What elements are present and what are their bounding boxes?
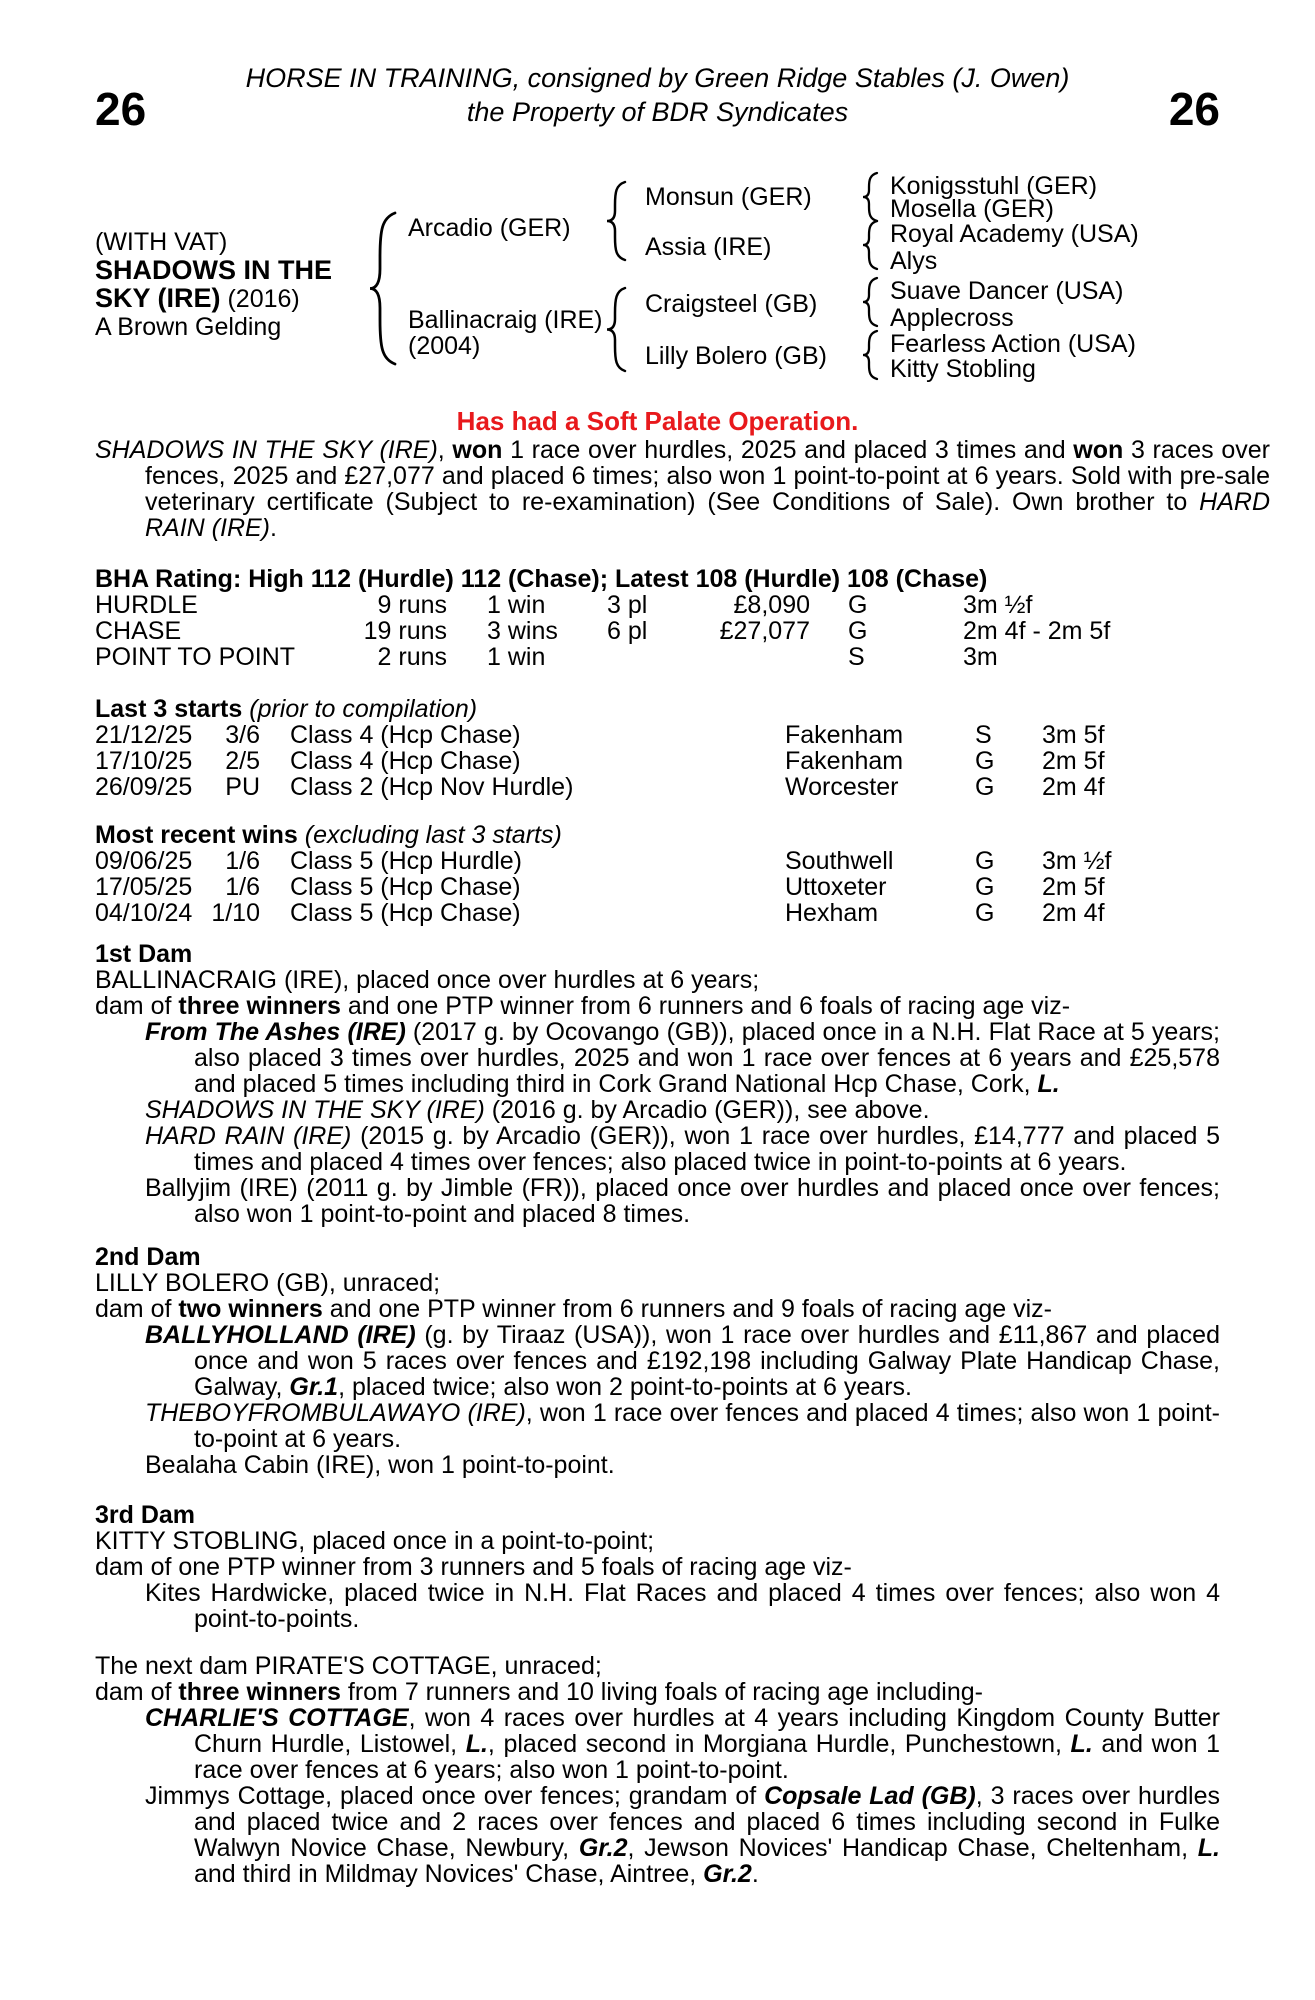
recent-wins-header bbox=[95, 822, 1220, 848]
bha-rating-header: BHA Rating: High 112 (Hurdle) 112 (Chase); Latest 108 (Hurdle) 108 (Chase) bbox=[95, 565, 988, 593]
great-grandparent-5: Suave Dancer (USA) bbox=[890, 277, 1124, 305]
first-dam-produce-summary bbox=[95, 993, 1220, 1019]
summary-text: from 7 runners and 10 living foals of racing age including- bbox=[340, 1678, 983, 1706]
great-grandparent-6: Applecross bbox=[890, 304, 1014, 332]
race-date: 21/12/25 bbox=[95, 721, 193, 749]
progeny-text: Kites Hardwicke, placed twice in N.H. Flat Races and placed 4 times over fences; also won 4 point-to-points. bbox=[145, 1579, 1220, 1633]
first-dam-section bbox=[95, 941, 1220, 1227]
race-record-statement bbox=[95, 437, 1270, 541]
dam-year: (2004) bbox=[408, 332, 481, 360]
group-marker: Gr.2 bbox=[703, 1860, 752, 1888]
race-venue: Worcester bbox=[785, 773, 899, 801]
horse-name-line1: SHADOWS IN THE bbox=[95, 255, 333, 285]
summary-winners: three winners bbox=[178, 1678, 341, 1706]
pedigree-brace-gp3 bbox=[862, 277, 878, 327]
second-dam-section bbox=[95, 1244, 1220, 1478]
stakes-marker: L. bbox=[465, 1730, 488, 1758]
progeny-text: Bealaha Cabin (IRE), won 1 point-to-point. bbox=[145, 1451, 615, 1479]
race-class: Class 2 (Hcp Nov Hurdle) bbox=[290, 773, 574, 801]
race-venue: Fakenham bbox=[785, 721, 904, 749]
race-date: 17/05/25 bbox=[95, 873, 193, 901]
bha-places: 3 pl bbox=[607, 591, 648, 619]
progeny-name: BALLYHOLLAND (IRE) bbox=[145, 1321, 416, 1349]
progeny-entry bbox=[95, 1019, 1220, 1097]
second-dam-produce-summary bbox=[95, 1296, 1220, 1322]
progeny-text: . bbox=[751, 1860, 759, 1888]
bha-going: G bbox=[848, 617, 868, 645]
grandparent-dam-dam: Lilly Bolero (GB) bbox=[645, 342, 827, 370]
summary-text: dam of bbox=[95, 1678, 179, 1706]
progeny-text: and third in Mildmay Novices' Chase, Aintree, bbox=[194, 1860, 704, 1888]
race-date: 09/06/25 bbox=[95, 847, 193, 875]
bha-runs: 2 runs bbox=[377, 643, 447, 671]
bha-wins: 1 win bbox=[487, 591, 546, 619]
race-class: Class 5 (Hcp Hurdle) bbox=[290, 847, 523, 875]
progeny-text: , won 1 race over fences and placed 4 times; also won 1 point-to-point at 6 years. bbox=[194, 1399, 1220, 1453]
great-grandparent-1: Konigsstuhl (GER) bbox=[890, 172, 1098, 200]
first-dam-record: BALLINACRAIG (IRE), placed once over hurdles at 6 years; bbox=[95, 966, 760, 994]
third-dam-record: KITTY STOBLING, placed once in a point-to-point; bbox=[95, 1527, 655, 1555]
race-class: Class 4 (Hcp Chase) bbox=[290, 747, 521, 775]
bha-going: G bbox=[848, 591, 868, 619]
statement-won: won bbox=[1073, 436, 1124, 464]
race-distance: 2m 4f bbox=[1042, 899, 1105, 927]
bha-row-hurdle bbox=[95, 592, 1275, 618]
consignor-title: HORSE IN TRAINING, consigned by Green Ridge Stables (J. Owen) bbox=[245, 63, 1070, 93]
race-distance: 2m 4f bbox=[1042, 773, 1105, 801]
statement-text: . bbox=[270, 514, 277, 542]
race-class: Class 5 (Hcp Chase) bbox=[290, 873, 521, 901]
race-date: 26/09/25 bbox=[95, 773, 193, 801]
bha-wins: 3 wins bbox=[487, 617, 558, 645]
progeny-entry bbox=[95, 1097, 1220, 1123]
great-grandparent-3: Royal Academy (USA) bbox=[890, 220, 1139, 248]
grandparent-dam-sire: Craigsteel (GB) bbox=[645, 290, 818, 318]
race-venue: Fakenham bbox=[785, 747, 904, 775]
horse-name-line2-bold: SKY (IRE) bbox=[95, 283, 221, 313]
stakes-marker: L. bbox=[1037, 1070, 1060, 1098]
race-distance: 3m 5f bbox=[1042, 721, 1105, 749]
race-position: 1/6 bbox=[225, 847, 260, 875]
bha-runs: 9 runs bbox=[377, 591, 447, 619]
progeny-entry bbox=[95, 1783, 1220, 1887]
next-dam-record: The next dam PIRATE'S COTTAGE, unraced; bbox=[95, 1652, 602, 1680]
bha-money: £8,090 bbox=[733, 591, 810, 619]
race-position: 1/6 bbox=[225, 873, 260, 901]
progeny-name: From The Ashes (IRE) bbox=[145, 1018, 406, 1046]
statement-horse-name: SHADOWS IN THE SKY (IRE) bbox=[95, 436, 438, 464]
race-going: G bbox=[975, 873, 995, 901]
race-date: 17/10/25 bbox=[95, 747, 193, 775]
recent-win-row bbox=[95, 900, 1275, 926]
third-dam-section bbox=[95, 1502, 1220, 1632]
great-grandparent-8: Kitty Stobling bbox=[890, 355, 1036, 383]
third-dam-produce-summary: dam of one PTP winner from 3 runners and 5 foals of racing age viz- bbox=[95, 1553, 852, 1581]
summary-text: dam of bbox=[95, 1295, 179, 1323]
next-dam-section bbox=[95, 1653, 1220, 1887]
race-distance: 2m 5f bbox=[1042, 873, 1105, 901]
progeny-entry bbox=[95, 1123, 1220, 1175]
bha-row-chase bbox=[95, 618, 1275, 644]
progeny-text: (g. by Tiraaz (USA)), won 1 race over hurdles and £11,867 and placed once and won 5 races over fences and £192,198 including Galway Plate Handicap Chase, Galway, bbox=[194, 1321, 1220, 1401]
summary-winners: two winners bbox=[178, 1295, 323, 1323]
dam-name: Ballinacraig (IRE) bbox=[408, 306, 603, 334]
bha-category: CHASE bbox=[95, 617, 182, 645]
pedigree-brace-gp1 bbox=[862, 172, 878, 222]
progeny-text: (2017 g. by Ocovango (GB)), placed once in a N.H. Flat Race at 5 years; also placed 3 times over hurdles, 2025 and won 1 race over fences at 6 years and £25,578 and placed 5 times including third in Cork Grand National Hcp Chase, Cork, bbox=[194, 1018, 1220, 1098]
grandparent-sire-sire: Monsun (GER) bbox=[645, 183, 812, 211]
race-venue: Hexham bbox=[785, 899, 879, 927]
second-dam-record: LILLY BOLERO (GB), unraced; bbox=[95, 1269, 441, 1297]
race-distance: 2m 5f bbox=[1042, 747, 1105, 775]
veterinary-notice: Has had a Soft Palate Operation. bbox=[456, 406, 859, 436]
great-grandparent-2: Mosella (GER) bbox=[890, 195, 1054, 223]
progeny-text: Ballyjim (IRE) (2011 g. by Jimble (FR)), placed once over hurdles and placed once over fences; also won 1 point-to-point and placed 8 times. bbox=[145, 1174, 1220, 1228]
pedigree-brace-main bbox=[368, 212, 396, 365]
last-start-row bbox=[95, 748, 1275, 774]
race-position: 3/6 bbox=[225, 721, 260, 749]
pedigree-brace-dam bbox=[606, 287, 626, 372]
third-dam-heading: 3rd Dam bbox=[95, 1501, 196, 1529]
bha-wins: 1 win bbox=[487, 643, 546, 671]
recent-wins-title: Most recent wins bbox=[95, 821, 305, 849]
grandparent-sire-dam: Assia (IRE) bbox=[645, 233, 772, 261]
great-grandparent-7: Fearless Action (USA) bbox=[890, 330, 1136, 358]
stakes-marker: L. bbox=[1070, 1730, 1093, 1758]
last-start-row bbox=[95, 722, 1275, 748]
progeny-text: , 3 races over hurdles and placed twice and 2 races over fences and placed 6 times including second in Fulke Walwyn Novice Chase, Newbury, bbox=[194, 1782, 1220, 1862]
last-starts-note: (prior to compilation) bbox=[249, 695, 478, 723]
race-venue: Southwell bbox=[785, 847, 894, 875]
race-distance: 3m ½f bbox=[1042, 847, 1112, 875]
statement-sibling-name: HARD RAIN (IRE) bbox=[145, 488, 1270, 542]
race-position: 2/5 bbox=[225, 747, 260, 775]
progeny-entry bbox=[95, 1705, 1220, 1783]
horse-name-line2 bbox=[95, 284, 332, 313]
summary-winners: three winners bbox=[178, 992, 341, 1020]
bha-runs: 19 runs bbox=[363, 617, 447, 645]
last-starts-header bbox=[95, 696, 1220, 722]
statement-text: 1 race over hurdles, 2025 and placed 3 times and bbox=[502, 436, 1074, 464]
race-venue: Uttoxeter bbox=[785, 873, 887, 901]
lot-number-left: 26 bbox=[95, 83, 147, 135]
second-dam-heading: 2nd Dam bbox=[95, 1243, 201, 1271]
pedigree-brace-sire bbox=[606, 181, 626, 261]
progeny-entry bbox=[95, 1580, 1220, 1632]
group-marker: Gr.1 bbox=[289, 1373, 339, 1401]
progeny-entry bbox=[95, 1452, 1220, 1478]
statement-won: won bbox=[452, 436, 503, 464]
bha-category: POINT TO POINT bbox=[95, 643, 296, 671]
race-class: Class 4 (Hcp Chase) bbox=[290, 721, 521, 749]
progeny-text: , Jewson Novices' Handicap Chase, Cheltenham, bbox=[627, 1834, 1198, 1862]
bha-category: HURDLE bbox=[95, 591, 198, 619]
summary-text: and one PTP winner from 6 runners and 6 foals of racing age viz- bbox=[340, 992, 1071, 1020]
horse-year: (2016) bbox=[220, 285, 300, 313]
bha-distance: 3m bbox=[963, 643, 998, 671]
pedigree-brace-gp4 bbox=[862, 330, 878, 380]
progeny-text: , placed second in Morgiana Hurdle, Punchestown, bbox=[487, 1730, 1071, 1758]
last-starts-title: Last 3 starts bbox=[95, 695, 250, 723]
lot-number-right: 26 bbox=[1168, 83, 1220, 135]
progeny-text: (2016 g. by Arcadio (GER)), see above. bbox=[484, 1096, 930, 1124]
progeny-name: THEBOYFROMBULAWAYO (IRE) bbox=[145, 1399, 526, 1427]
recent-win-row bbox=[95, 848, 1275, 874]
bha-row-ptp bbox=[95, 644, 1275, 670]
progeny-text: , won 4 races over hurdles at 4 years including Kingdom County Butter Churn Hurdle, Listowel, bbox=[194, 1704, 1220, 1758]
bha-money: £27,077 bbox=[719, 617, 810, 645]
race-position: PU bbox=[225, 773, 260, 801]
progeny-name: Copsale Lad (GB) bbox=[764, 1782, 976, 1810]
race-going: G bbox=[975, 899, 995, 927]
recent-wins-note: (excluding last 3 starts) bbox=[304, 821, 562, 849]
race-date: 04/10/24 bbox=[95, 899, 193, 927]
progeny-name: CHARLIE'S COTTAGE bbox=[145, 1704, 409, 1732]
progeny-text: and won 1 race over fences at 6 years; also won 1 point-to-point. bbox=[194, 1730, 1220, 1784]
bha-distance: 2m 4f - 2m 5f bbox=[963, 617, 1111, 645]
horse-description: A Brown Gelding bbox=[95, 313, 282, 341]
sire-name: Arcadio (GER) bbox=[408, 214, 571, 242]
race-going: G bbox=[975, 847, 995, 875]
race-going: G bbox=[975, 773, 995, 801]
pedigree-subject bbox=[95, 228, 332, 341]
vat-note: (WITH VAT) bbox=[95, 228, 228, 256]
progeny-name: HARD RAIN (IRE) bbox=[145, 1122, 352, 1150]
race-going: G bbox=[975, 747, 995, 775]
race-going: S bbox=[975, 721, 992, 749]
stakes-marker: L. bbox=[1197, 1834, 1220, 1862]
progeny-entry bbox=[95, 1400, 1220, 1452]
group-marker: Gr.2 bbox=[578, 1834, 628, 1862]
progeny-entry bbox=[95, 1175, 1220, 1227]
progeny-text: Jimmys Cottage, placed once over fences; grandam of bbox=[145, 1782, 765, 1810]
great-grandparent-4: Alys bbox=[890, 247, 938, 275]
summary-text: dam of bbox=[95, 992, 179, 1020]
property-title: the Property of BDR Syndicates bbox=[466, 97, 849, 127]
statement-text: 3 races over fences, 2025 and £27,077 and placed 6 times; also won 1 point-to-point at 6 years. Sold with pre-sale veterinary certificate (Subject to re-examination) (See Conditions of Sale). Own brother to bbox=[145, 436, 1270, 516]
next-dam-produce-summary bbox=[95, 1679, 1220, 1705]
progeny-text: (2015 g. by Arcadio (GER)), won 1 race over hurdles, £14,777 and placed 5 times and placed 4 times over fences; also placed twice in point-to-points at 6 years. bbox=[194, 1122, 1220, 1176]
progeny-text: , placed twice; also won 2 point-to-points at 6 years. bbox=[338, 1373, 912, 1401]
progeny-entry bbox=[95, 1322, 1220, 1400]
bha-distance: 3m ½f bbox=[963, 591, 1033, 619]
last-start-row bbox=[95, 774, 1275, 800]
race-position: 1/10 bbox=[211, 899, 260, 927]
race-class: Class 5 (Hcp Chase) bbox=[290, 899, 521, 927]
pedigree-brace-gp2 bbox=[862, 220, 878, 270]
recent-win-row bbox=[95, 874, 1275, 900]
bha-going: S bbox=[848, 643, 865, 671]
summary-text: and one PTP winner from 6 runners and 9 foals of racing age viz- bbox=[322, 1295, 1052, 1323]
statement-text: , bbox=[437, 436, 453, 464]
progeny-name: SHADOWS IN THE SKY (IRE) bbox=[145, 1096, 485, 1124]
bha-places: 6 pl bbox=[607, 617, 648, 645]
first-dam-heading: 1st Dam bbox=[95, 940, 193, 968]
